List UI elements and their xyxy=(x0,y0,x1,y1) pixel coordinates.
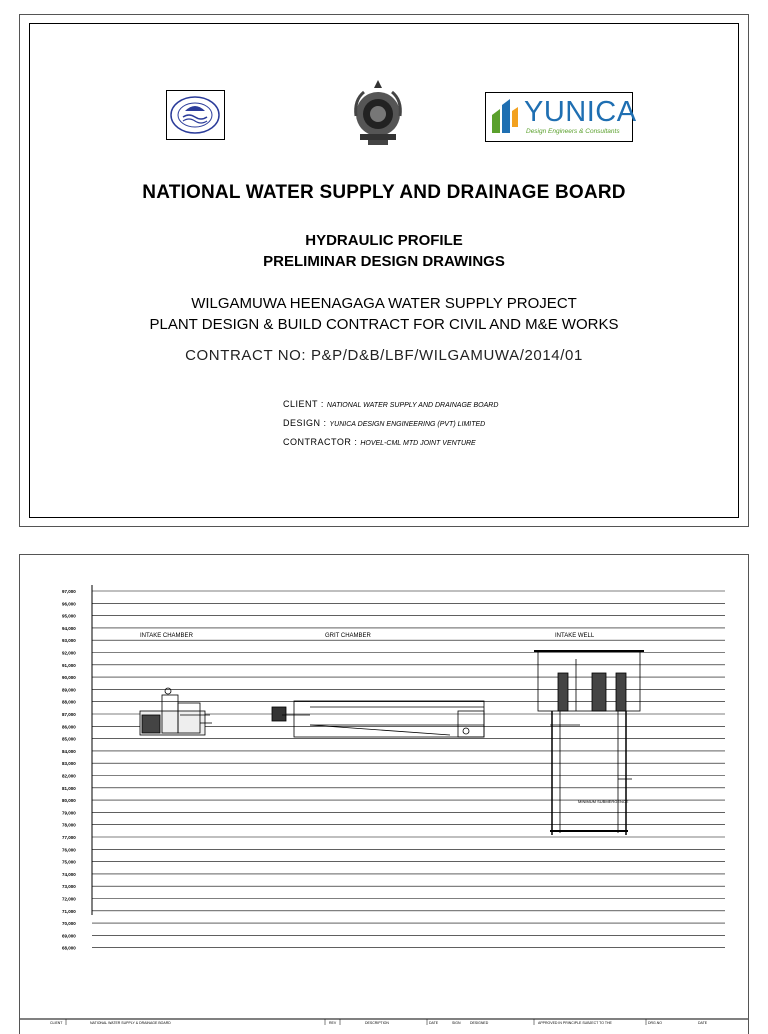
submergence-label: MINIMUM SUBMERGENCE xyxy=(578,799,629,804)
design-row xyxy=(283,418,485,428)
project-line1: WILGAMUWA HEENAGAGA WATER SUPPLY PROJECT xyxy=(191,295,577,312)
tb-designed: DESIGNED xyxy=(470,1021,489,1025)
project-line2: PLANT DESIGN & BUILD CONTRACT FOR CIVIL AND M&E WORKS xyxy=(149,316,619,333)
design-value: YUNICA DESIGN ENGINEERING (PVT) LIMITED xyxy=(329,421,486,428)
level-label: 97,000 xyxy=(62,589,76,594)
level-label: 75,000 xyxy=(62,859,76,865)
level-label: 74,000 xyxy=(62,871,76,877)
level-label: 72,000 xyxy=(62,896,76,902)
yunica-logo xyxy=(485,92,637,142)
grit-chamber-label: GRIT CHAMBER xyxy=(325,633,371,639)
drawing-type-line1: HYDRAULIC PROFILE xyxy=(305,232,463,249)
level-label: 76,000 xyxy=(62,847,76,853)
tb-date: DATE xyxy=(429,1021,439,1025)
intake-chamber-label: INTAKE CHAMBER xyxy=(140,633,193,639)
level-label: 71,000 xyxy=(62,908,76,914)
level-label: 83,000 xyxy=(62,761,76,767)
level-label: 69,000 xyxy=(62,933,76,939)
level-label: 78,000 xyxy=(62,822,76,828)
nwsdb-logo-icon xyxy=(167,91,224,139)
sri-lanka-emblem-icon xyxy=(348,76,408,148)
intake-well-label: INTAKE WELL xyxy=(555,633,595,639)
cover-sheet xyxy=(19,14,749,527)
contractor-value: HOVEL-CML MTD JOINT VENTURE xyxy=(360,440,476,447)
level-label: 93,000 xyxy=(62,638,76,644)
level-label: 90,000 xyxy=(62,675,76,681)
level-label: 94,000 xyxy=(62,625,76,631)
level-label: 77,000 xyxy=(62,835,76,840)
level-label: 82,000 xyxy=(62,773,76,779)
title-block xyxy=(20,1019,748,1025)
yunica-brand-text: YUNICA xyxy=(524,96,637,128)
tb-rev: REV xyxy=(329,1021,337,1025)
contractor-label: CONTRACTOR : xyxy=(283,437,361,447)
tb-client-label: CLIENT xyxy=(50,1021,63,1025)
level-label: 70,000 xyxy=(62,921,76,927)
drawing-type-line2: PRELIMINAR DESIGN DRAWINGS xyxy=(263,253,505,270)
client-value: NATIONAL WATER SUPPLY AND DRAINAGE BOARD xyxy=(326,402,499,409)
contractor-row xyxy=(283,437,476,447)
tb-description: DESCRIPTION xyxy=(365,1021,389,1025)
tb-drg-no: DRG.NO xyxy=(648,1021,662,1025)
level-label: 88,000 xyxy=(62,699,76,705)
tb-date2: DATE xyxy=(698,1021,708,1025)
yunica-tagline: Design Engineers & Consultants xyxy=(526,128,620,135)
intake-well-structure xyxy=(534,651,644,835)
intake-chamber-structure xyxy=(140,688,212,735)
level-label: 80,000 xyxy=(62,798,76,804)
level-label: 68,000 xyxy=(62,945,76,951)
level-label: 92,000 xyxy=(62,650,76,656)
level-label: 96,000 xyxy=(62,601,76,607)
level-label: 85,000 xyxy=(62,736,76,742)
level-label: 73,000 xyxy=(62,884,76,890)
level-label: 86,000 xyxy=(62,724,76,730)
client-label: CLIENT : xyxy=(283,399,327,409)
level-label: 91,000 xyxy=(62,662,76,668)
org-title: NATIONAL WATER SUPPLY AND DRAINAGE BOARD xyxy=(142,182,626,203)
tb-sign: SIGN xyxy=(452,1021,461,1025)
profile-sheet xyxy=(19,554,749,1034)
level-label: 95,000 xyxy=(62,613,76,619)
emblem xyxy=(348,76,408,148)
level-label: 81,000 xyxy=(62,785,76,791)
level-label: 89,000 xyxy=(62,687,76,693)
tb-client-value: NATIONAL WATER SUPPLY & DRAINAGE BOARD xyxy=(90,1021,171,1025)
contract-number: CONTRACT NO: P&P/D&B/LBF/WILGAMUWA/2014/01 xyxy=(185,347,583,364)
tb-approved: APPROVED IN PRINCIPLE SUBJECT TO THE xyxy=(538,1021,612,1025)
hydraulic-profile-drawing xyxy=(20,555,748,1025)
level-label: 87,000 xyxy=(62,712,76,717)
design-label: DESIGN : xyxy=(283,418,330,428)
cover-frame xyxy=(29,23,739,518)
client-row xyxy=(283,399,498,409)
level-label: 79,000 xyxy=(62,810,76,816)
nwsdb-logo xyxy=(166,90,225,140)
grit-chamber-structure xyxy=(272,701,484,737)
level-label: 84,000 xyxy=(62,748,76,754)
